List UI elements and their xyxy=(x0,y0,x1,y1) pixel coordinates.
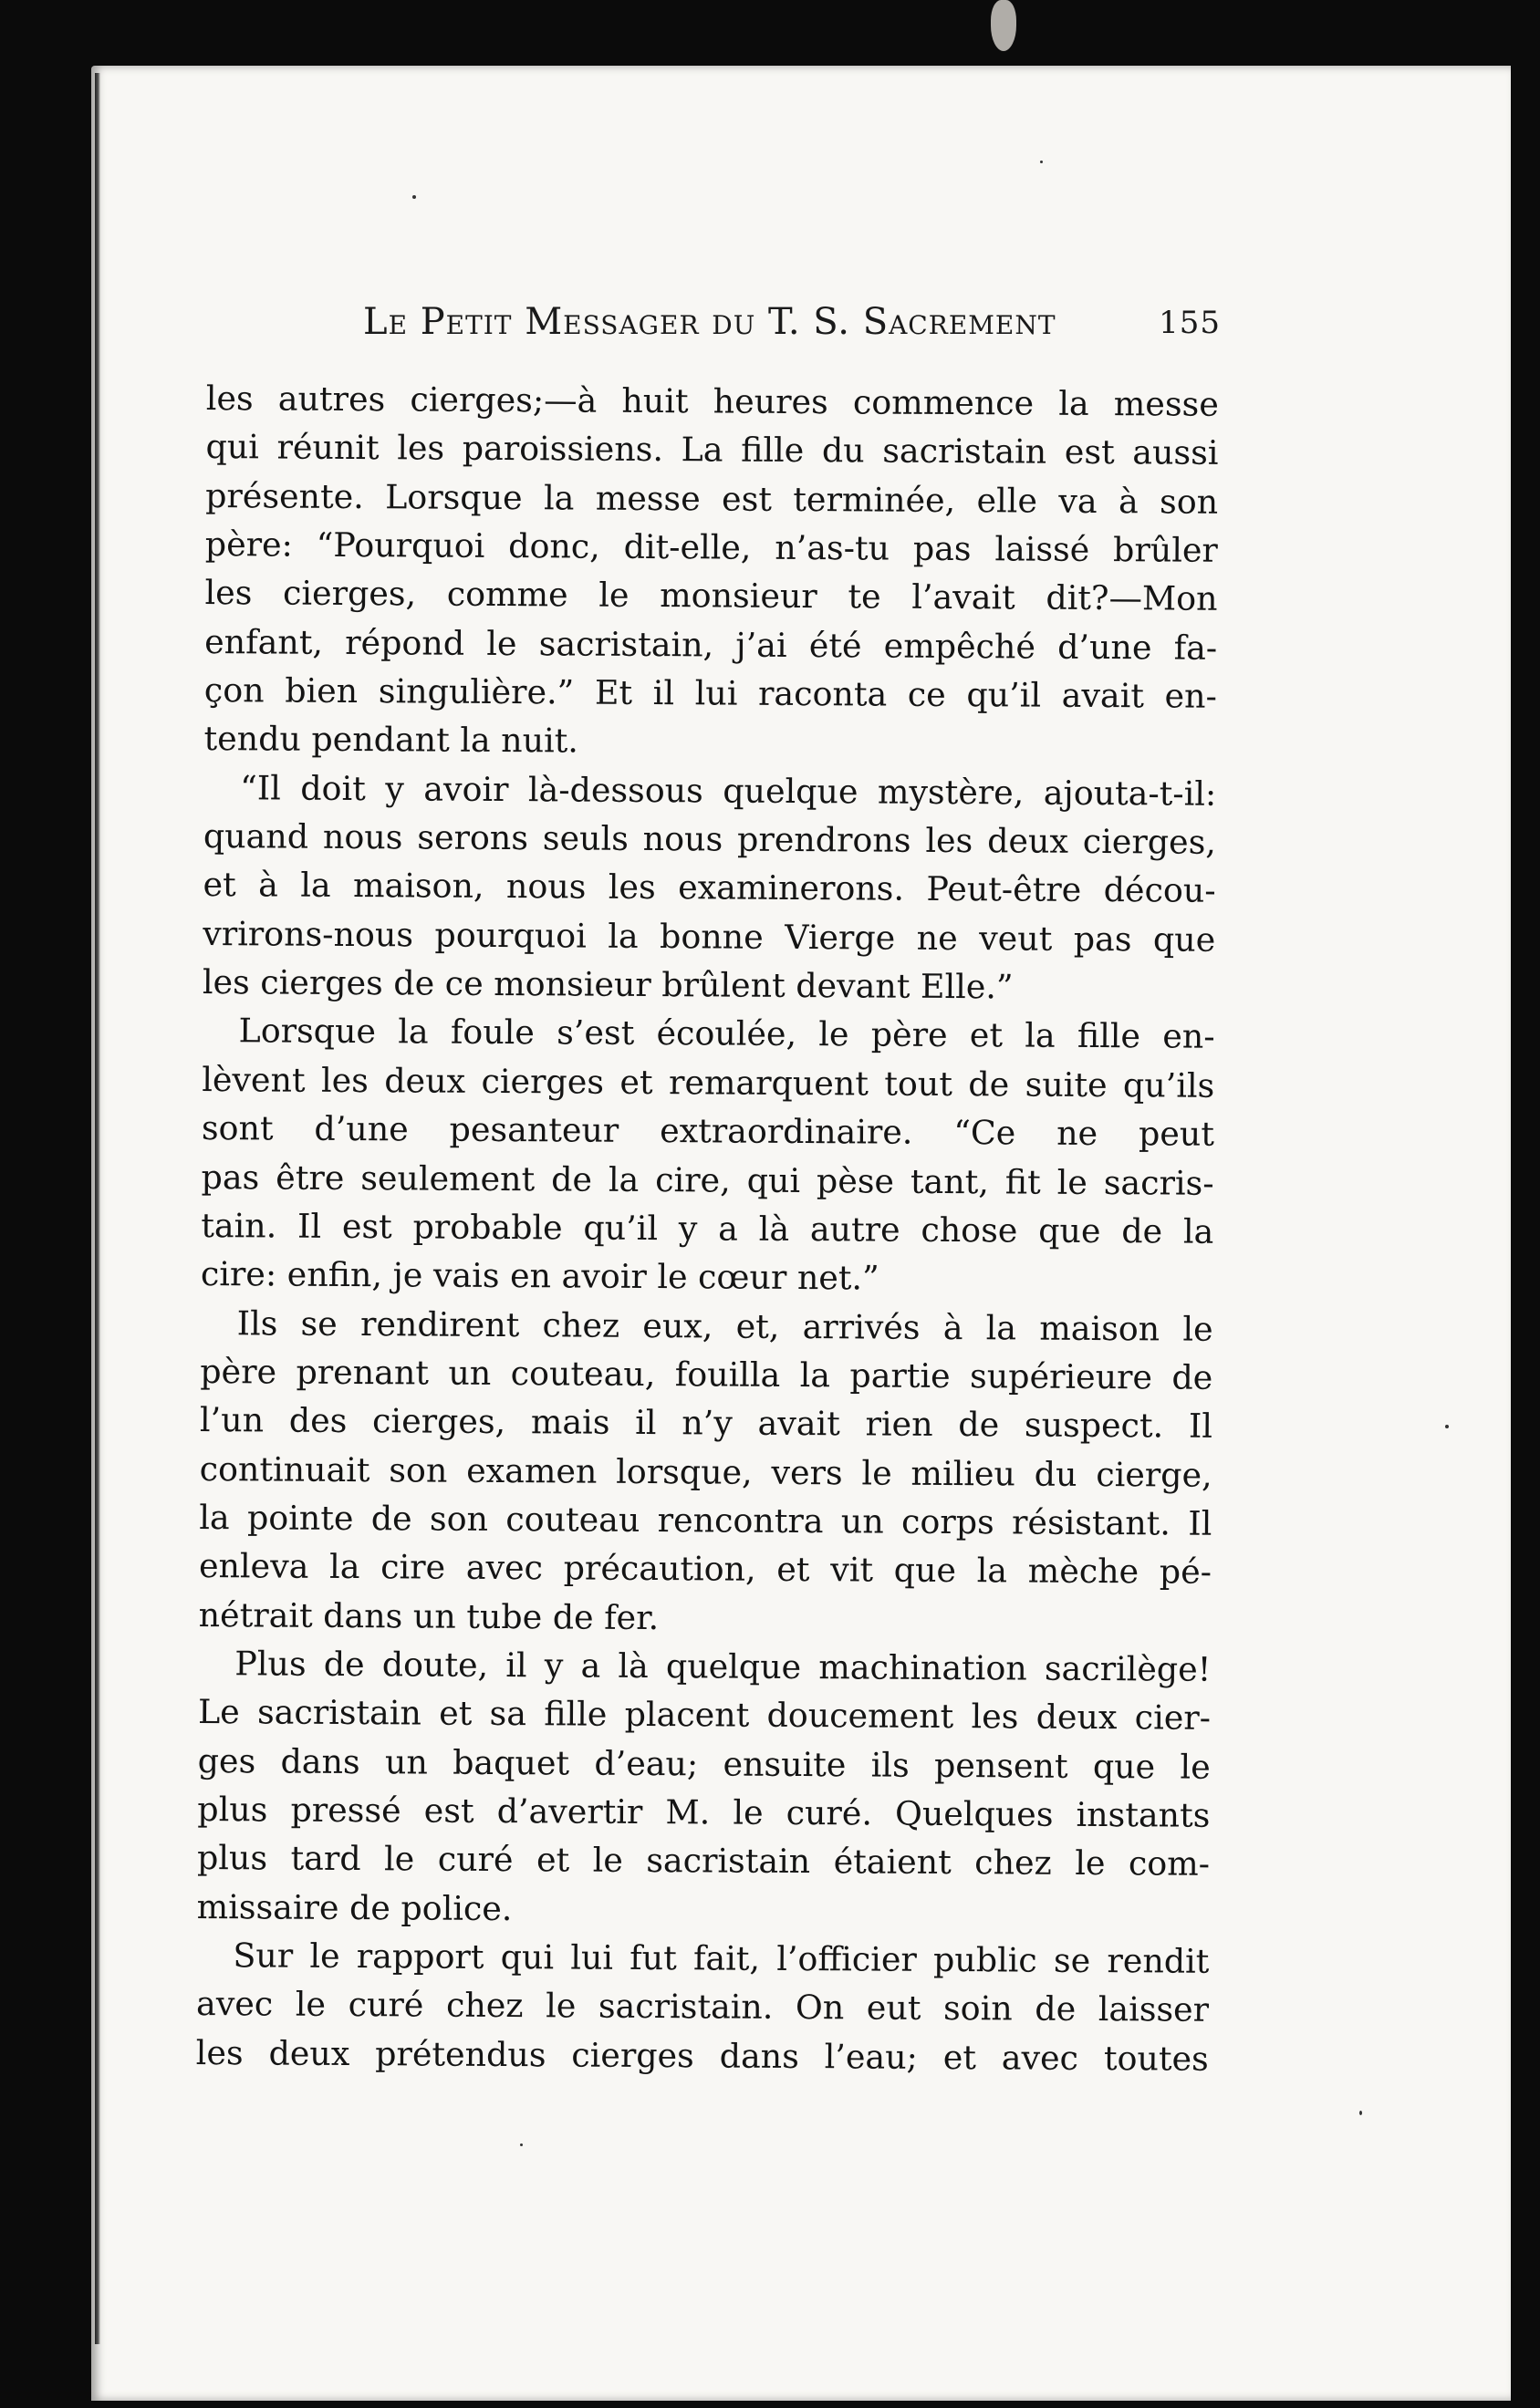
scan-speck xyxy=(412,195,416,199)
page-gutter-shadow xyxy=(95,73,100,2344)
scan-speck xyxy=(520,2143,523,2146)
text-line: pas être seulement de la cire, qui pèse tant, fit le sacris- xyxy=(201,1157,1214,1203)
text-line: tain. Il est probable qu’il y a là autre chose que de la xyxy=(201,1205,1214,1251)
text-line: lèvent les deux cierges et remarquent tout de suite qu’ils xyxy=(202,1059,1215,1105)
text-line: et à la maison, nous les examinerons. Peut-être décou- xyxy=(203,865,1216,911)
page-number: 155 xyxy=(1159,305,1221,341)
text-line: vrirons-nous pourquoi la bonne Vierge ne veut pas que xyxy=(203,913,1216,960)
text-line: Plus de doute, il y a là quelque machination sacrilège! xyxy=(234,1644,1212,1689)
text-line: missaire de police. xyxy=(196,1886,513,1928)
text-line: sont d’une pesanteur extraordinaire. “Ce ne peut xyxy=(201,1108,1215,1154)
text-line: les cierges de ce monsieur brûlent devant Elle.” xyxy=(202,962,1014,1007)
scan-speck xyxy=(1040,161,1043,163)
text-line: ges dans un baquet d’eau; ensuite ils pensent que le xyxy=(197,1740,1211,1787)
text-line: qui réunit les paroissiens. La fille du sacristain est aussi xyxy=(205,427,1219,473)
text-line: père: “Pourquoi donc, dit-elle, n’as-tu pas laissé brûler xyxy=(204,524,1218,570)
text-line: Le sacristain et sa fille placent doucement les deux cier- xyxy=(197,1692,1212,1739)
text-line: l’un des cierges, mais il n’y avait rien de suspect. Il xyxy=(199,1400,1213,1446)
text-line: les cierges, comme le monsieur te l’avait dit?—Mon xyxy=(204,573,1218,619)
text-line: çon bien singulière.” Et il lui raconta ce qu’il avait en- xyxy=(203,670,1217,716)
scan-blemish xyxy=(991,0,1016,51)
text-line: tendu pendant la nuit. xyxy=(203,719,579,761)
text-line: Ils se rendirent chez eux, et, arrivés à la maison le xyxy=(236,1303,1213,1349)
text-line: Sur le rapport qui lui fut fait, l’officier public se rendit xyxy=(233,1936,1210,1981)
running-head-title: Le Petit Messager du T. S. Sacrement xyxy=(363,301,1056,343)
text-line: les autres cierges;—à huit heures commence la messe xyxy=(205,378,1219,424)
text-line: plus pressé est d’avertir M. le curé. Quelques instants xyxy=(197,1789,1211,1835)
text-line: continuait son examen lorsque, vers le milieu du cierge, xyxy=(199,1448,1212,1495)
text-line: plus tard le curé et le sacristain étaient chez le com- xyxy=(196,1838,1211,1884)
text-line: avec le curé chez le sacristain. On eut soin de laisser xyxy=(195,1984,1210,2030)
text-line: présente. Lorsque la messe est terminée, elle va à son xyxy=(205,475,1219,522)
text-line: “Il doit y avoir là-dessous quelque mystère, ajouta-t-il: xyxy=(240,767,1217,814)
body-text xyxy=(196,374,1219,2083)
scan-speck xyxy=(1445,1425,1449,1428)
text-line: père prenant un couteau, fouilla la partie supérieure de xyxy=(200,1351,1213,1397)
text-line: Lorsque la foule s’est écoulée, le père et la fille en- xyxy=(238,1011,1215,1057)
text-line: les deux prétendus cierges dans l’eau; et avec toutes xyxy=(195,2032,1209,2079)
scan-speck xyxy=(1359,2111,1362,2115)
text-line: cire: enfin, je vais en avoir le cœur net.” xyxy=(200,1254,879,1298)
text-line: la pointe de son couteau rencontra un corps résistant. Il xyxy=(199,1497,1212,1543)
text-line: enleva la cire avec précaution, et vit que la mèche pé- xyxy=(198,1546,1212,1593)
text-line: enfant, répond le sacristain, j’ai été empêché d’une fa- xyxy=(204,621,1218,668)
text-line: quand nous serons seuls nous prendrons les deux cierges, xyxy=(203,816,1217,862)
text-line: nétrait dans un tube de fer. xyxy=(198,1594,660,1637)
